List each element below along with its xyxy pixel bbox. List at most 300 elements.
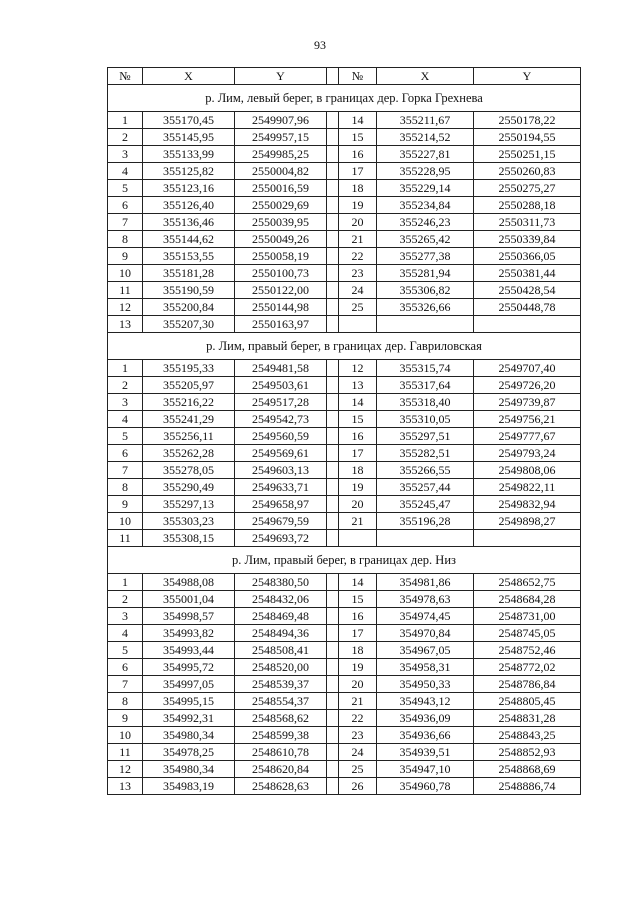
point-number: 10 <box>108 265 143 282</box>
x-coordinate: 354943,12 <box>377 693 474 710</box>
table-row <box>108 445 581 462</box>
point-number: 15 <box>339 591 377 608</box>
y-coordinate: 2549658,97 <box>235 496 327 513</box>
y-coordinate: 2549832,94 <box>474 496 581 513</box>
y-coordinate: 2550194,55 <box>474 129 581 146</box>
y-coordinate: 2548568,62 <box>235 710 327 727</box>
x-coordinate: 355126,40 <box>143 197 235 214</box>
point-number: 1 <box>108 112 143 129</box>
y-coordinate: 2549898,27 <box>474 513 581 530</box>
y-coordinate: 2548805,45 <box>474 693 581 710</box>
x-coordinate: 355297,51 <box>377 428 474 445</box>
point-number: 19 <box>339 197 377 214</box>
y-coordinate <box>474 316 581 333</box>
point-number: 6 <box>108 197 143 214</box>
point-number: 11 <box>108 530 143 547</box>
y-coordinate: 2550366,05 <box>474 248 581 265</box>
point-number: 15 <box>339 411 377 428</box>
y-coordinate <box>474 530 581 547</box>
y-coordinate: 2549907,96 <box>235 112 327 129</box>
column-gap <box>327 659 339 676</box>
column-gap <box>327 394 339 411</box>
point-number: 22 <box>339 248 377 265</box>
header-row <box>108 68 581 85</box>
column-gap <box>327 265 339 282</box>
x-coordinate: 355241,29 <box>143 411 235 428</box>
x-coordinate: 355144,62 <box>143 231 235 248</box>
point-number: 4 <box>108 625 143 642</box>
y-coordinate: 2550049,26 <box>235 231 327 248</box>
point-number: 21 <box>339 693 377 710</box>
section-caption-row <box>108 85 581 112</box>
x-coordinate: 355136,46 <box>143 214 235 231</box>
x-coordinate: 355310,05 <box>377 411 474 428</box>
table-row <box>108 513 581 530</box>
x-coordinate: 355001,04 <box>143 591 235 608</box>
table-body <box>108 68 581 795</box>
x-coordinate: 354958,31 <box>377 659 474 676</box>
point-number: 3 <box>108 608 143 625</box>
x-coordinate: 355123,16 <box>143 180 235 197</box>
table-row <box>108 411 581 428</box>
table-row <box>108 496 581 513</box>
x-coordinate: 354980,34 <box>143 761 235 778</box>
point-number: 4 <box>108 163 143 180</box>
x-coordinate: 355245,47 <box>377 496 474 513</box>
table-row <box>108 625 581 642</box>
y-coordinate: 2550029,69 <box>235 197 327 214</box>
y-coordinate: 2549569,61 <box>235 445 327 462</box>
column-gap <box>327 727 339 744</box>
x-coordinate <box>377 530 474 547</box>
x-coordinate: 355227,81 <box>377 146 474 163</box>
x-coordinate <box>377 316 474 333</box>
point-number: 22 <box>339 710 377 727</box>
point-number: 8 <box>108 479 143 496</box>
point-number: 23 <box>339 727 377 744</box>
y-coordinate: 2550058,19 <box>235 248 327 265</box>
y-coordinate: 2548786,84 <box>474 676 581 693</box>
table-row <box>108 428 581 445</box>
y-coordinate: 2550004,82 <box>235 163 327 180</box>
x-coordinate: 355205,97 <box>143 377 235 394</box>
y-coordinate: 2548843,25 <box>474 727 581 744</box>
column-gap <box>327 68 339 85</box>
column-gap <box>327 129 339 146</box>
section-caption-row <box>108 333 581 360</box>
x-coordinate: 355190,59 <box>143 282 235 299</box>
point-number: 20 <box>339 496 377 513</box>
column-gap <box>327 530 339 547</box>
y-coordinate: 2548684,28 <box>474 591 581 608</box>
y-coordinate: 2548520,00 <box>235 659 327 676</box>
point-number: 18 <box>339 642 377 659</box>
table-row <box>108 608 581 625</box>
y-coordinate: 2549756,21 <box>474 411 581 428</box>
x-coordinate: 354947,10 <box>377 761 474 778</box>
coordinates-table <box>107 67 581 795</box>
column-gap <box>327 197 339 214</box>
header-num-right: № <box>339 68 377 85</box>
y-coordinate: 2550288,18 <box>474 197 581 214</box>
y-coordinate: 2550275,27 <box>474 180 581 197</box>
point-number: 25 <box>339 761 377 778</box>
x-coordinate: 354998,57 <box>143 608 235 625</box>
y-coordinate: 2549808,06 <box>474 462 581 479</box>
y-coordinate: 2548652,75 <box>474 574 581 591</box>
table-row <box>108 591 581 608</box>
y-coordinate: 2548599,38 <box>235 727 327 744</box>
header-x-right: X <box>377 68 474 85</box>
x-coordinate: 354980,34 <box>143 727 235 744</box>
point-number: 7 <box>108 214 143 231</box>
y-coordinate: 2549542,73 <box>235 411 327 428</box>
table-row <box>108 574 581 591</box>
point-number: 18 <box>339 462 377 479</box>
header-y-left: Y <box>235 68 327 85</box>
y-coordinate: 2550144,98 <box>235 299 327 316</box>
point-number: 2 <box>108 377 143 394</box>
column-gap <box>327 282 339 299</box>
point-number <box>339 316 377 333</box>
point-number: 5 <box>108 180 143 197</box>
y-coordinate: 2550100,73 <box>235 265 327 282</box>
point-number: 4 <box>108 411 143 428</box>
y-coordinate: 2548852,93 <box>474 744 581 761</box>
column-gap <box>327 591 339 608</box>
x-coordinate: 354988,08 <box>143 574 235 591</box>
x-coordinate: 355196,28 <box>377 513 474 530</box>
table-row <box>108 377 581 394</box>
table-row <box>108 394 581 411</box>
x-coordinate: 354992,31 <box>143 710 235 727</box>
point-number: 14 <box>339 112 377 129</box>
x-coordinate: 355153,55 <box>143 248 235 265</box>
table-row <box>108 316 581 333</box>
x-coordinate: 355266,55 <box>377 462 474 479</box>
x-coordinate: 354970,84 <box>377 625 474 642</box>
point-number: 9 <box>108 710 143 727</box>
column-gap <box>327 496 339 513</box>
x-coordinate: 354983,19 <box>143 778 235 795</box>
point-number: 24 <box>339 744 377 761</box>
y-coordinate: 2550122,00 <box>235 282 327 299</box>
y-coordinate: 2548469,48 <box>235 608 327 625</box>
point-number: 10 <box>108 513 143 530</box>
point-number: 16 <box>339 146 377 163</box>
y-coordinate: 2549503,61 <box>235 377 327 394</box>
point-number: 21 <box>339 513 377 530</box>
x-coordinate: 354981,86 <box>377 574 474 591</box>
point-number: 20 <box>339 214 377 231</box>
x-coordinate: 354960,78 <box>377 778 474 795</box>
point-number: 13 <box>108 316 143 333</box>
point-number: 1 <box>108 360 143 377</box>
table-row <box>108 197 581 214</box>
column-gap <box>327 778 339 795</box>
point-number: 5 <box>108 642 143 659</box>
point-number: 21 <box>339 231 377 248</box>
x-coordinate: 355216,22 <box>143 394 235 411</box>
table-row <box>108 265 581 282</box>
y-coordinate: 2548731,00 <box>474 608 581 625</box>
y-coordinate: 2548628,63 <box>235 778 327 795</box>
point-number: 17 <box>339 445 377 462</box>
point-number: 6 <box>108 445 143 462</box>
point-number: 14 <box>339 574 377 591</box>
table-row <box>108 282 581 299</box>
point-number: 8 <box>108 693 143 710</box>
y-coordinate: 2548494,36 <box>235 625 327 642</box>
column-gap <box>327 676 339 693</box>
y-coordinate: 2548772,02 <box>474 659 581 676</box>
y-coordinate: 2548831,28 <box>474 710 581 727</box>
column-gap <box>327 761 339 778</box>
y-coordinate: 2550381,44 <box>474 265 581 282</box>
table-row <box>108 710 581 727</box>
table-row <box>108 248 581 265</box>
x-coordinate: 355265,42 <box>377 231 474 248</box>
y-coordinate: 2549777,67 <box>474 428 581 445</box>
table-row <box>108 163 581 180</box>
y-coordinate: 2550339,84 <box>474 231 581 248</box>
point-number: 17 <box>339 625 377 642</box>
column-gap <box>327 608 339 625</box>
x-coordinate: 354967,05 <box>377 642 474 659</box>
y-coordinate: 2549693,72 <box>235 530 327 547</box>
x-coordinate: 355170,45 <box>143 112 235 129</box>
x-coordinate: 354978,25 <box>143 744 235 761</box>
x-coordinate: 355257,44 <box>377 479 474 496</box>
x-coordinate: 355256,11 <box>143 428 235 445</box>
x-coordinate: 355317,64 <box>377 377 474 394</box>
point-number: 24 <box>339 282 377 299</box>
x-coordinate: 355125,82 <box>143 163 235 180</box>
column-gap <box>327 163 339 180</box>
x-coordinate: 355228,95 <box>377 163 474 180</box>
column-gap <box>327 642 339 659</box>
table-row <box>108 727 581 744</box>
point-number: 1 <box>108 574 143 591</box>
point-number: 9 <box>108 248 143 265</box>
x-coordinate: 355246,23 <box>377 214 474 231</box>
point-number: 25 <box>339 299 377 316</box>
x-coordinate: 355326,66 <box>377 299 474 316</box>
column-gap <box>327 316 339 333</box>
x-coordinate: 354939,51 <box>377 744 474 761</box>
x-coordinate: 355262,28 <box>143 445 235 462</box>
point-number: 12 <box>108 299 143 316</box>
point-number: 17 <box>339 163 377 180</box>
x-coordinate: 355133,99 <box>143 146 235 163</box>
table-row <box>108 129 581 146</box>
table-row <box>108 659 581 676</box>
column-gap <box>327 513 339 530</box>
y-coordinate: 2548432,06 <box>235 591 327 608</box>
column-gap <box>327 479 339 496</box>
table-row <box>108 299 581 316</box>
x-coordinate: 355277,38 <box>377 248 474 265</box>
x-coordinate: 355297,13 <box>143 496 235 513</box>
y-coordinate: 2549793,24 <box>474 445 581 462</box>
y-coordinate: 2550448,78 <box>474 299 581 316</box>
table-row <box>108 530 581 547</box>
x-coordinate: 355145,95 <box>143 129 235 146</box>
point-number: 3 <box>108 394 143 411</box>
column-gap <box>327 693 339 710</box>
point-number: 9 <box>108 496 143 513</box>
x-coordinate: 354995,72 <box>143 659 235 676</box>
point-number: 13 <box>339 377 377 394</box>
x-coordinate: 354978,63 <box>377 591 474 608</box>
x-coordinate: 355290,49 <box>143 479 235 496</box>
y-coordinate: 2549603,13 <box>235 462 327 479</box>
x-coordinate: 354995,15 <box>143 693 235 710</box>
point-number: 20 <box>339 676 377 693</box>
header-num-left: № <box>108 68 143 85</box>
y-coordinate: 2549517,28 <box>235 394 327 411</box>
point-number: 7 <box>108 676 143 693</box>
column-gap <box>327 231 339 248</box>
point-number: 19 <box>339 659 377 676</box>
y-coordinate: 2548620,84 <box>235 761 327 778</box>
x-coordinate: 355181,28 <box>143 265 235 282</box>
point-number: 11 <box>108 744 143 761</box>
y-coordinate: 2549739,87 <box>474 394 581 411</box>
point-number: 5 <box>108 428 143 445</box>
column-gap <box>327 574 339 591</box>
page-number: 93 <box>314 38 326 52</box>
y-coordinate: 2548508,41 <box>235 642 327 659</box>
column-gap <box>327 112 339 129</box>
x-coordinate: 355281,94 <box>377 265 474 282</box>
column-gap <box>327 146 339 163</box>
y-coordinate: 2550311,73 <box>474 214 581 231</box>
point-number: 12 <box>108 761 143 778</box>
table-row <box>108 693 581 710</box>
x-coordinate: 355282,51 <box>377 445 474 462</box>
x-coordinate: 354993,44 <box>143 642 235 659</box>
x-coordinate: 355200,84 <box>143 299 235 316</box>
column-gap <box>327 445 339 462</box>
y-coordinate: 2550428,54 <box>474 282 581 299</box>
table-row <box>108 180 581 197</box>
point-number: 8 <box>108 231 143 248</box>
table-row <box>108 231 581 248</box>
y-coordinate: 2549633,71 <box>235 479 327 496</box>
table-row <box>108 642 581 659</box>
point-number: 12 <box>339 360 377 377</box>
x-coordinate: 355211,67 <box>377 112 474 129</box>
y-coordinate: 2548745,05 <box>474 625 581 642</box>
section-title: р. Лим, правый берег, в границах дер. Гавриловская <box>108 333 581 360</box>
point-number: 2 <box>108 129 143 146</box>
column-gap <box>327 299 339 316</box>
x-coordinate: 355278,05 <box>143 462 235 479</box>
y-coordinate: 2550251,15 <box>474 146 581 163</box>
table-row <box>108 676 581 693</box>
header-y-right: Y <box>474 68 581 85</box>
y-coordinate: 2549560,59 <box>235 428 327 445</box>
point-number: 7 <box>108 462 143 479</box>
section-title: р. Лим, правый берег, в границах дер. Низ <box>108 547 581 574</box>
x-coordinate: 355308,15 <box>143 530 235 547</box>
point-number: 18 <box>339 180 377 197</box>
table-row <box>108 360 581 377</box>
y-coordinate: 2549726,20 <box>474 377 581 394</box>
point-number: 16 <box>339 428 377 445</box>
table-row <box>108 462 581 479</box>
x-coordinate: 355207,30 <box>143 316 235 333</box>
x-coordinate: 355229,14 <box>377 180 474 197</box>
table-row <box>108 761 581 778</box>
y-coordinate: 2548610,78 <box>235 744 327 761</box>
y-coordinate: 2549707,40 <box>474 360 581 377</box>
point-number: 13 <box>108 778 143 795</box>
x-coordinate: 355195,33 <box>143 360 235 377</box>
y-coordinate: 2549957,15 <box>235 129 327 146</box>
point-number: 23 <box>339 265 377 282</box>
column-gap <box>327 428 339 445</box>
column-gap <box>327 360 339 377</box>
y-coordinate: 2550163,97 <box>235 316 327 333</box>
point-number: 3 <box>108 146 143 163</box>
point-number <box>339 530 377 547</box>
header-x-left: X <box>143 68 235 85</box>
column-gap <box>327 625 339 642</box>
x-coordinate: 355303,23 <box>143 513 235 530</box>
point-number: 14 <box>339 394 377 411</box>
x-coordinate: 354993,82 <box>143 625 235 642</box>
table-row <box>108 778 581 795</box>
y-coordinate: 2550016,59 <box>235 180 327 197</box>
column-gap <box>327 180 339 197</box>
y-coordinate: 2549481,58 <box>235 360 327 377</box>
x-coordinate: 355234,84 <box>377 197 474 214</box>
point-number: 26 <box>339 778 377 795</box>
y-coordinate: 2548539,37 <box>235 676 327 693</box>
column-gap <box>327 744 339 761</box>
table-row <box>108 479 581 496</box>
y-coordinate: 2549679,59 <box>235 513 327 530</box>
column-gap <box>327 377 339 394</box>
table-row <box>108 744 581 761</box>
x-coordinate: 355315,74 <box>377 360 474 377</box>
point-number: 19 <box>339 479 377 496</box>
y-coordinate: 2548554,37 <box>235 693 327 710</box>
point-number: 10 <box>108 727 143 744</box>
x-coordinate: 355214,52 <box>377 129 474 146</box>
column-gap <box>327 411 339 428</box>
y-coordinate: 2550260,83 <box>474 163 581 180</box>
point-number: 16 <box>339 608 377 625</box>
column-gap <box>327 248 339 265</box>
section-caption-row <box>108 547 581 574</box>
point-number: 15 <box>339 129 377 146</box>
column-gap <box>327 462 339 479</box>
x-coordinate: 354974,45 <box>377 608 474 625</box>
column-gap <box>327 214 339 231</box>
column-gap <box>327 710 339 727</box>
y-coordinate: 2549985,25 <box>235 146 327 163</box>
section-title: р. Лим, левый берег, в границах дер. Горка Грехнева <box>108 85 581 112</box>
y-coordinate: 2549822,11 <box>474 479 581 496</box>
y-coordinate: 2550178,22 <box>474 112 581 129</box>
x-coordinate: 355318,40 <box>377 394 474 411</box>
y-coordinate: 2548380,50 <box>235 574 327 591</box>
point-number: 2 <box>108 591 143 608</box>
x-coordinate: 355306,82 <box>377 282 474 299</box>
